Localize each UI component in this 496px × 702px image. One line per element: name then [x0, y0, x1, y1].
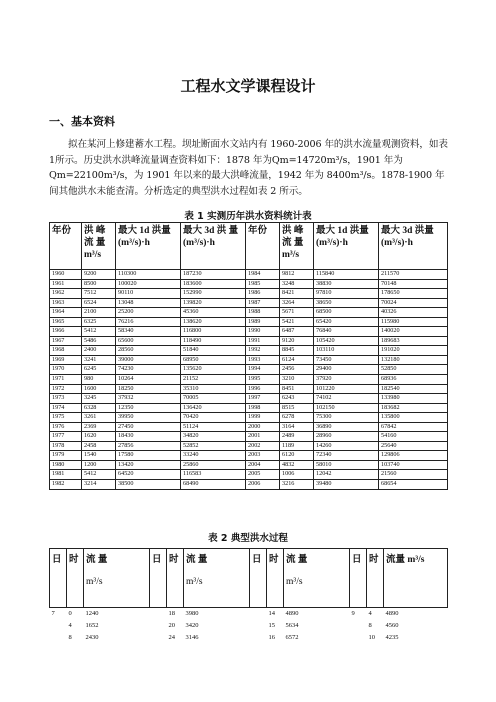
- table-cell: 1006: [280, 470, 314, 480]
- table-row: [50, 432, 448, 442]
- table-cell: 6245: [82, 365, 116, 375]
- table-row: [50, 632, 448, 644]
- table1-header-cell: 最大 1d 洪量 (m³/s)·h: [314, 223, 379, 270]
- table-cell: 1999: [246, 413, 280, 423]
- table-cell: 74230: [116, 365, 181, 375]
- table-cell: 0: [67, 608, 84, 621]
- table-cell: 76216: [116, 317, 181, 327]
- page-title: 工程水文学课程设计: [180, 77, 316, 95]
- table-cell: 70005: [181, 394, 246, 404]
- table-cell: 1991: [246, 336, 280, 346]
- table-cell: 140020: [379, 327, 448, 337]
- table-cell: 2456: [280, 365, 314, 375]
- table-cell: 28960: [314, 432, 379, 442]
- table-cell: 1985: [246, 279, 280, 289]
- table-cell: 68936: [379, 375, 448, 385]
- table-cell: 8: [368, 622, 372, 629]
- table-cell: 1960: [50, 270, 82, 280]
- table-cell: 191020: [379, 346, 448, 356]
- table-cell: 1974: [50, 403, 82, 413]
- table-cell: 211570: [379, 270, 448, 280]
- table-cell: 14260: [314, 441, 379, 451]
- table-cell: 1652: [85, 622, 99, 629]
- table-cell: 1970: [50, 365, 82, 375]
- table-row: [50, 451, 448, 461]
- table-cell: 101220: [314, 384, 379, 394]
- table-cell: 3214: [82, 480, 116, 490]
- table-cell: 1973: [50, 394, 82, 404]
- table-row: [50, 403, 448, 413]
- table-cell: 16: [268, 634, 275, 641]
- table2-caption: 表 2 典型洪水过程: [208, 533, 288, 544]
- table-cell: 4890: [384, 608, 448, 621]
- table-cell: 18: [167, 608, 184, 621]
- table-cell: 1988: [246, 308, 280, 318]
- table-cell: 97810: [314, 289, 379, 299]
- table-cell: 6124: [280, 355, 314, 365]
- table-cell: 103740: [379, 460, 448, 470]
- header-label: 流 量: [186, 555, 208, 565]
- table-cell: 7512: [82, 289, 116, 299]
- table-cell: 182540: [379, 384, 448, 394]
- table-cell: 189683: [379, 336, 448, 346]
- table-cell: 12350: [116, 403, 181, 413]
- table-cell: 15: [268, 622, 275, 629]
- table-cell: 1968: [50, 346, 82, 356]
- table-cell: [350, 632, 367, 644]
- header-label: 时: [369, 555, 379, 565]
- table-cell: 58340: [116, 327, 181, 337]
- table-cell: 103110: [314, 346, 379, 356]
- header-unit: m³/s: [86, 577, 103, 587]
- table2-header-cell: [150, 549, 167, 608]
- table-cell: 187230: [181, 270, 246, 280]
- table-cell: 3420: [185, 622, 199, 629]
- table-cell: 115840: [314, 270, 379, 280]
- table-cell: 90110: [116, 289, 181, 299]
- table-cell: [250, 632, 267, 644]
- table-cell: 1984: [246, 270, 280, 280]
- table-cell: 102150: [314, 403, 379, 413]
- table-cell: 1971: [50, 375, 82, 385]
- table-row: [50, 394, 448, 404]
- table-cell: [50, 632, 67, 644]
- table-row: [50, 327, 448, 337]
- table-cell: 132180: [379, 355, 448, 365]
- table-cell: 7: [50, 608, 67, 621]
- table-cell: 68490: [181, 480, 246, 490]
- table-row: [50, 422, 448, 432]
- table2-header-cell: [384, 549, 448, 608]
- table-row: [50, 279, 448, 289]
- table-cell: 36890: [314, 422, 379, 432]
- table-cell: 6487: [280, 327, 314, 337]
- table2-header-cell: [67, 549, 84, 608]
- table-cell: 21560: [379, 470, 448, 480]
- table-cell: 10264: [116, 375, 181, 385]
- table-cell: 1967: [50, 336, 82, 346]
- table-cell: 20: [168, 622, 175, 629]
- table-cell: 3164: [280, 422, 314, 432]
- table-cell: 5412: [82, 470, 116, 480]
- table-cell: 8: [68, 634, 72, 641]
- table-cell: 74102: [314, 394, 379, 404]
- table-cell: 6325: [82, 317, 116, 327]
- table-cell: 34820: [181, 432, 246, 442]
- table-cell: 35310: [181, 384, 246, 394]
- table-cell: 3248: [280, 279, 314, 289]
- table-cell: 5671: [280, 308, 314, 318]
- table-cell: 8515: [280, 403, 314, 413]
- table-cell: 1961: [50, 279, 82, 289]
- table-cell: 52850: [379, 365, 448, 375]
- table-cell: [150, 608, 167, 621]
- table-row: [50, 270, 448, 280]
- table-cell: 76840: [314, 327, 379, 337]
- table-cell: 3241: [82, 355, 116, 365]
- table-cell: 37920: [314, 375, 379, 385]
- table-cell: 68654: [379, 480, 448, 490]
- table-cell: 139820: [181, 298, 246, 308]
- table-row: [50, 470, 448, 480]
- table1-caption: 表 1 实测历年洪水资料统计表: [184, 211, 312, 222]
- table-cell: 51124: [181, 422, 246, 432]
- table-cell: 183600: [181, 279, 246, 289]
- table-cell: 24: [168, 634, 175, 641]
- table-cell: 1620: [82, 432, 116, 442]
- table-cell: 3264: [280, 298, 314, 308]
- table-cell: 38500: [116, 480, 181, 490]
- table-cell: 1986: [246, 289, 280, 299]
- table1-header-cell: 最大 3d 洪量(m³/s)·h: [379, 223, 448, 270]
- table-cell: [250, 608, 267, 621]
- table-cell: 39480: [314, 480, 379, 490]
- table-cell: 9812: [280, 270, 314, 280]
- table-cell: 138620: [181, 317, 246, 327]
- table-row: [50, 384, 448, 394]
- table-cell: 9200: [82, 270, 116, 280]
- table-cell: 133980: [379, 394, 448, 404]
- table-cell: 2001: [246, 432, 280, 442]
- table-cell: 18250: [116, 384, 181, 394]
- table-cell: [50, 620, 67, 632]
- table-row: [50, 413, 448, 423]
- table-cell: 40326: [379, 308, 448, 318]
- table2-header-cell: [367, 549, 384, 608]
- header-label: 日: [352, 555, 362, 565]
- table-cell: 2000: [246, 422, 280, 432]
- table-cell: 1995: [246, 375, 280, 385]
- table1-header-cell: 最大 1d 洪量(m³/s)·h: [116, 223, 181, 270]
- table-cell: 4: [68, 622, 72, 629]
- header-unit: m³/s: [286, 577, 303, 587]
- table-row: [50, 480, 448, 490]
- table-row: [50, 317, 448, 327]
- table-cell: 183682: [379, 403, 448, 413]
- table-cell: [150, 620, 167, 632]
- table-cell: 1980: [50, 460, 82, 470]
- table2-header-cell: [167, 549, 184, 608]
- table-cell: 5412: [82, 327, 116, 337]
- table-cell: 6328: [82, 403, 116, 413]
- table-cell: 2006: [246, 480, 280, 490]
- table-cell: 5421: [280, 317, 314, 327]
- table-cell: 1994: [246, 365, 280, 375]
- table-row: [50, 460, 448, 470]
- table1-header-cell: 洪 峰 流 量 m³/s: [280, 223, 314, 270]
- table-cell: 152990: [181, 289, 246, 299]
- table-cell: 12042: [314, 470, 379, 480]
- table-cell: 3210: [280, 375, 314, 385]
- table-cell: 52852: [181, 441, 246, 451]
- header-label: 时: [69, 555, 79, 565]
- table-cell: 73450: [314, 355, 379, 365]
- table-cell: 2458: [82, 441, 116, 451]
- header-label: 流 量: [286, 555, 308, 565]
- table-cell: 1240: [84, 608, 150, 621]
- table-cell: 1977: [50, 432, 82, 442]
- table-cell: 67842: [379, 422, 448, 432]
- table-cell: 8421: [280, 289, 314, 299]
- table-cell: 116800: [181, 327, 246, 337]
- table-cell: 58010: [314, 460, 379, 470]
- header-label: 日: [252, 555, 262, 565]
- table-cell: 6278: [280, 413, 314, 423]
- table-cell: 178650: [379, 289, 448, 299]
- table-cell: 1966: [50, 327, 82, 337]
- table-cell: 39000: [116, 355, 181, 365]
- table-cell: 8500: [82, 279, 116, 289]
- table-cell: 51840: [181, 346, 246, 356]
- table-row: [50, 608, 448, 621]
- table-cell: 45360: [181, 308, 246, 318]
- table-cell: 29400: [314, 365, 379, 375]
- table-cell: 115980: [379, 317, 448, 327]
- table-cell: 2430: [85, 634, 99, 641]
- flood-data-table: [49, 222, 448, 490]
- table-row: [50, 298, 448, 308]
- table-cell: 65420: [314, 317, 379, 327]
- table-cell: [150, 632, 167, 644]
- table-cell: 1964: [50, 308, 82, 318]
- table-cell: 105420: [314, 336, 379, 346]
- table-cell: 1189: [280, 441, 314, 451]
- table-cell: 13048: [116, 298, 181, 308]
- table2-header-cell: [50, 549, 67, 608]
- table-cell: 6243: [280, 394, 314, 404]
- table-cell: 4560: [385, 622, 399, 629]
- table-cell: 1998: [246, 403, 280, 413]
- table-row: [50, 441, 448, 451]
- header-label: 流量 m³/s: [386, 555, 425, 565]
- table-cell: 2003: [246, 451, 280, 461]
- table-cell: 25860: [181, 460, 246, 470]
- table-cell: 27856: [116, 441, 181, 451]
- table-cell: 3146: [185, 634, 199, 641]
- header-label: 流 量: [86, 555, 108, 565]
- table-cell: 27450: [116, 422, 181, 432]
- table1-header-cell: 年份: [246, 223, 280, 270]
- table-cell: 21152: [181, 375, 246, 385]
- header-label: 时: [269, 555, 279, 565]
- table-cell: 129806: [379, 451, 448, 461]
- table-row: [50, 365, 448, 375]
- table-cell: 1993: [246, 355, 280, 365]
- table-cell: 38650: [314, 298, 379, 308]
- table-cell: [250, 620, 267, 632]
- table-cell: 4235: [385, 634, 399, 641]
- table-cell: 38830: [314, 279, 379, 289]
- header-label: 日: [52, 555, 62, 565]
- table-cell: 1975: [50, 413, 82, 423]
- table-cell: 3216: [280, 480, 314, 490]
- table-cell: 1963: [50, 298, 82, 308]
- intro-paragraph: 拟在某河上修建蓄水工程。坝址断面水文站内有 1960-2006 年的洪水流量观测资料，如表1所示。历史洪水洪峰流量调查资料如下：1878 年为Qm=14720m³/s，1901 年为Qm=22100m³/s，为 1901 年以来的最大洪峰流量，1942 年为 8400m³/s。1878-1900 年间其他洪水未能查清。分析选定的典型洪水过程如表 2 所示。: [49, 139, 448, 197]
- table-cell: 2002: [246, 441, 280, 451]
- table-cell: 1965: [50, 317, 82, 327]
- table-cell: 2400: [82, 346, 116, 356]
- table1-header-cell: 年份: [50, 223, 82, 270]
- table-cell: 6120: [280, 451, 314, 461]
- table1-header-cell: 洪 峰 流 量 m³/s: [82, 223, 116, 270]
- table2-header-cell: [184, 549, 250, 608]
- table-cell: 70024: [379, 298, 448, 308]
- table-cell: 1200: [82, 460, 116, 470]
- table-cell: 4890: [284, 608, 350, 621]
- table-cell: 6524: [82, 298, 116, 308]
- table-cell: 75300: [314, 413, 379, 423]
- table-cell: 18430: [116, 432, 181, 442]
- table-cell: 1969: [50, 355, 82, 365]
- table-cell: 1982: [50, 480, 82, 490]
- table2-header-cell: [284, 549, 350, 608]
- table-cell: 1990: [246, 327, 280, 337]
- table-cell: 70148: [379, 279, 448, 289]
- header-label: 时: [169, 555, 179, 565]
- table-cell: 37932: [116, 394, 181, 404]
- table1-header-cell: 最大 3d 洪 量 (m³/s)·h: [181, 223, 246, 270]
- table-cell: 116583: [181, 470, 246, 480]
- table-cell: 1987: [246, 298, 280, 308]
- table-row: [50, 289, 448, 299]
- table-row: [50, 355, 448, 365]
- table-cell: 5634: [285, 622, 299, 629]
- table-cell: 39950: [116, 413, 181, 423]
- table2-header-cell: [84, 549, 150, 608]
- table-cell: 65600: [116, 336, 181, 346]
- table2-header-cell: [267, 549, 284, 608]
- table-row: [50, 375, 448, 385]
- table-cell: 2004: [246, 460, 280, 470]
- table-cell: 72340: [314, 451, 379, 461]
- table-cell: 1979: [50, 451, 82, 461]
- table-cell: 14: [267, 608, 284, 621]
- table-cell: 3261: [82, 413, 116, 423]
- table-cell: 1600: [82, 384, 116, 394]
- table-cell: 2489: [280, 432, 314, 442]
- table-cell: 980: [82, 375, 116, 385]
- typical-flood-table: [49, 548, 448, 644]
- table-cell: 6572: [285, 634, 299, 641]
- table-cell: 135620: [181, 365, 246, 375]
- table-cell: 8451: [280, 384, 314, 394]
- table-row: [50, 620, 448, 632]
- table-cell: 1997: [246, 394, 280, 404]
- table-cell: 10: [368, 634, 375, 641]
- table-cell: 28560: [116, 346, 181, 356]
- table-row: [50, 308, 448, 318]
- table-cell: 2100: [82, 308, 116, 318]
- table-cell: 68950: [181, 355, 246, 365]
- table-cell: 110300: [116, 270, 181, 280]
- table-cell: 1540: [82, 451, 116, 461]
- table-cell: 13420: [116, 460, 181, 470]
- table-cell: 1989: [246, 317, 280, 327]
- table-cell: 1972: [50, 384, 82, 394]
- table-cell: 4: [367, 608, 384, 621]
- table-cell: 64520: [116, 470, 181, 480]
- table-cell: 2369: [82, 422, 116, 432]
- table-cell: 1976: [50, 422, 82, 432]
- table-cell: 1992: [246, 346, 280, 356]
- table-cell: 135800: [379, 413, 448, 423]
- table-row: [50, 336, 448, 346]
- table2-header-cell: [350, 549, 367, 608]
- header-unit: m³/s: [186, 577, 203, 587]
- table-cell: 33240: [181, 451, 246, 461]
- table-cell: 68500: [314, 308, 379, 318]
- table-cell: 1981: [50, 470, 82, 480]
- table-cell: 1978: [50, 441, 82, 451]
- table-cell: 1962: [50, 289, 82, 299]
- section-heading: 一、基本资料: [49, 115, 115, 128]
- table-cell: 25640: [379, 441, 448, 451]
- table-cell: 70420: [181, 413, 246, 423]
- table-cell: 118490: [181, 336, 246, 346]
- table-cell: 136420: [181, 403, 246, 413]
- table-cell: 9120: [280, 336, 314, 346]
- table-cell: 100020: [116, 279, 181, 289]
- table-cell: 17580: [116, 451, 181, 461]
- table-cell: 4832: [280, 460, 314, 470]
- table-row: [50, 346, 448, 356]
- table-cell: 5486: [82, 336, 116, 346]
- table-cell: 1996: [246, 384, 280, 394]
- table-cell: 8845: [280, 346, 314, 356]
- table-cell: [350, 620, 367, 632]
- table-cell: 25200: [116, 308, 181, 318]
- table2-header-cell: [250, 549, 267, 608]
- table-cell: 9: [350, 608, 367, 621]
- table-cell: 3980: [184, 608, 250, 621]
- table-cell: 54160: [379, 432, 448, 442]
- header-label: 日: [152, 555, 162, 565]
- table-cell: 2005: [246, 470, 280, 480]
- table-cell: 3245: [82, 394, 116, 404]
